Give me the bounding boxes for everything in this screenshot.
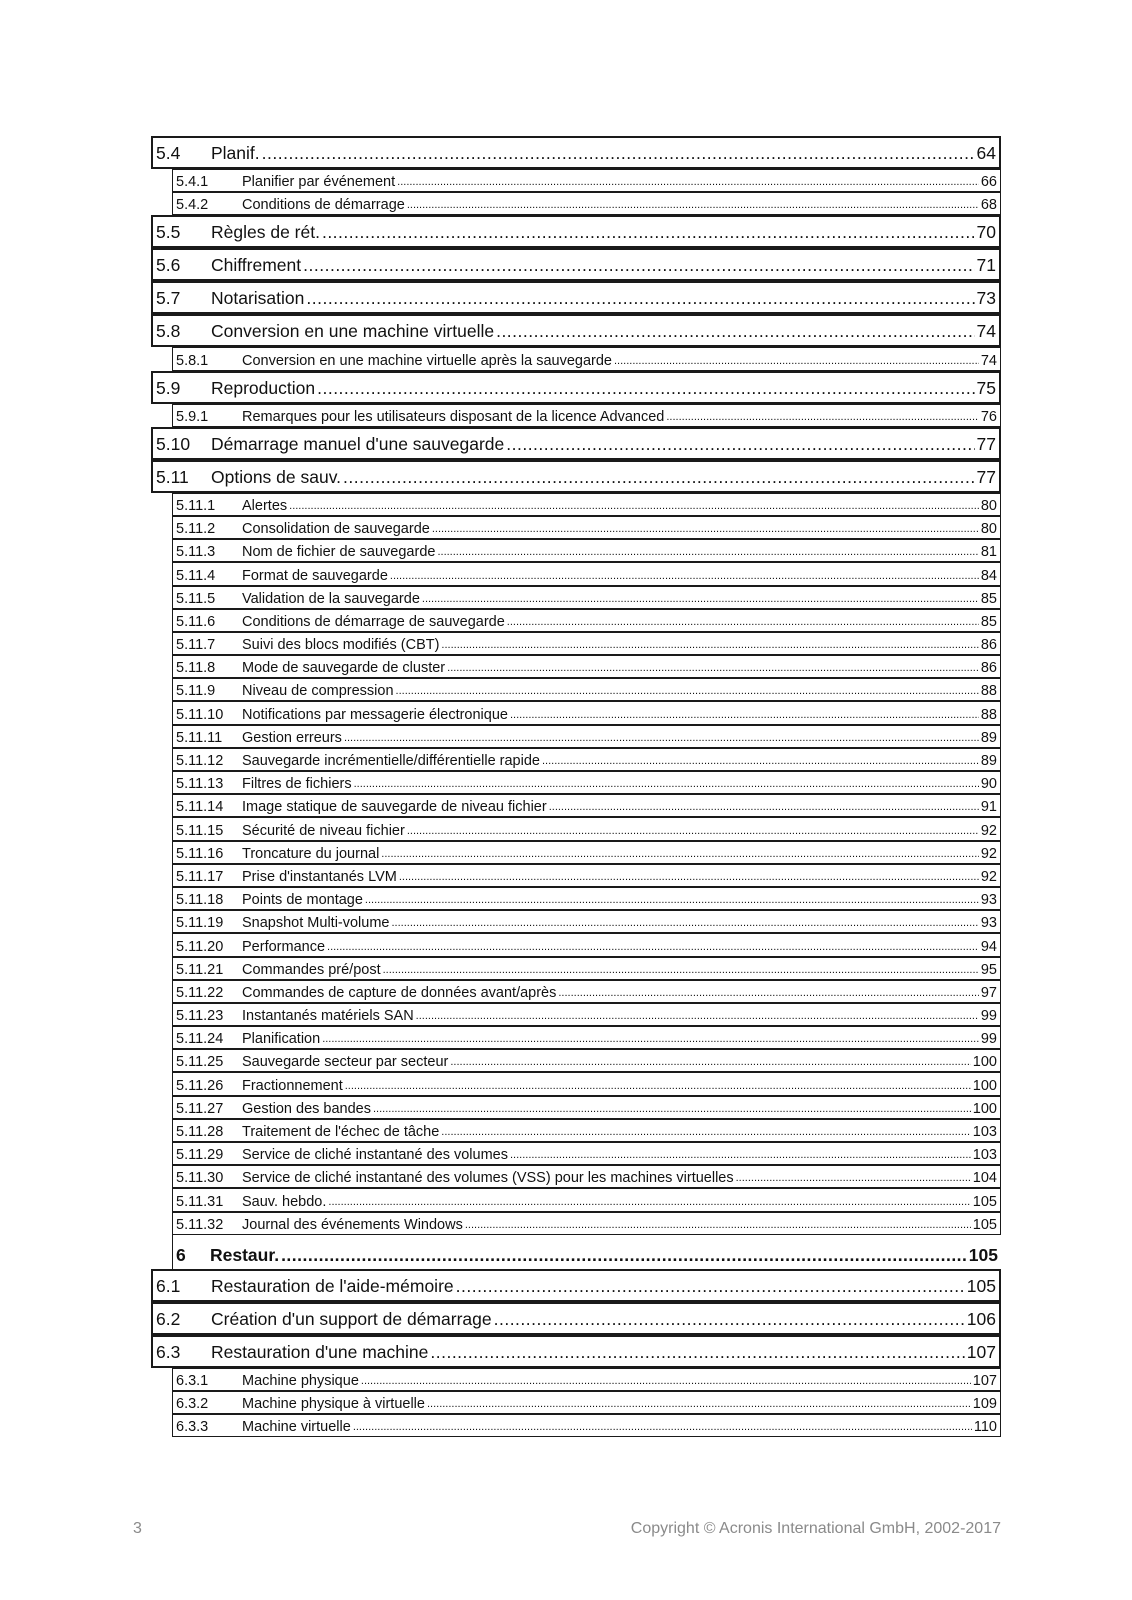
toc-entry-title: Remarques pour les utilisateurs disposant de la licence Advanced [242, 408, 665, 425]
toc-entry-5-8[interactable] [151, 314, 1001, 347]
toc-entry-title: Planifier par événement [242, 174, 396, 191]
dot-leader [322, 1033, 979, 1047]
toc-entry-page: 93 [980, 915, 997, 932]
toc-entry-page: 73 [976, 288, 996, 309]
toc-entry-page: 89 [980, 729, 997, 746]
toc-entry-5-11-29[interactable] [172, 1142, 1001, 1165]
toc-entry-5-4-1[interactable] [172, 169, 1001, 192]
toc-entry-page: 105 [972, 1216, 997, 1233]
dot-leader [345, 1080, 971, 1094]
dot-leader [343, 467, 975, 488]
toc-entry-title: Image statique de sauvegarde de niveau fichier [242, 799, 547, 816]
toc-entry-page: 77 [976, 466, 996, 487]
toc-entry-number: 5.5 [156, 222, 181, 243]
toc-entry-title: Filtres de fichiers [242, 776, 352, 793]
toc-entry-5-11-6[interactable] [172, 609, 1001, 632]
toc-entry-page: 100 [972, 1100, 997, 1117]
toc-entry-number: 5.11.15 [176, 822, 224, 839]
dot-leader [328, 1196, 970, 1210]
toc-entry-title: Fractionnement [242, 1077, 343, 1094]
toc-entry-5-11-11[interactable] [172, 725, 1001, 748]
toc-entry-title: Planification [242, 1031, 321, 1048]
dot-leader [381, 848, 979, 862]
toc-entry-number: 5.11.19 [176, 915, 224, 932]
toc-entry-page: 110 [973, 1419, 997, 1436]
toc-entry-number: 5.11.11 [176, 729, 223, 746]
toc-entry-number: 5.4.1 [176, 174, 209, 191]
toc-entry-title: Conversion en une machine virtuelle [211, 321, 495, 342]
toc-entry-page: 106 [966, 1308, 996, 1329]
toc-entry-5-11-10[interactable] [172, 701, 1001, 724]
toc-entry-title: Suivi des blocs modifiés (CBT) [242, 637, 440, 654]
toc-entry-number: 5.11.30 [176, 1170, 224, 1187]
toc-entry-page: 77 [976, 433, 996, 454]
toc-entry-5-11-4[interactable] [172, 562, 1001, 585]
toc-entry-5-11-17[interactable] [172, 864, 1001, 887]
toc-entry-number: 5.11.17 [176, 868, 224, 885]
toc-entry-page: 75 [976, 377, 996, 398]
toc-entry-page: 85 [980, 590, 997, 607]
toc-entry-number: 5.11.26 [176, 1077, 224, 1094]
toc-entry-page: 64 [976, 143, 996, 163]
toc-entry-number: 6.2 [156, 1308, 181, 1329]
toc-entry-number: 5.11.27 [176, 1100, 224, 1117]
dot-leader [549, 801, 979, 815]
dot-leader [510, 1149, 971, 1163]
toc-entry-number: 5.11.25 [176, 1054, 224, 1071]
toc-entry-5-11-25[interactable] [172, 1049, 1001, 1072]
toc-entry-number: 5.11.2 [176, 521, 216, 538]
toc-entry-5-11-19[interactable] [172, 910, 1001, 933]
toc-entry-title: Sauv. hebdo. [242, 1193, 327, 1210]
toc-entry-page: 97 [980, 984, 997, 1001]
toc-entry-title: Service de cliché instantané des volumes (VSS) pour les machines virtuelles [242, 1170, 734, 1187]
toc-entry-6-3-3[interactable] [172, 1414, 1001, 1437]
toc-entry-title: Validation de la sauvegarde [242, 590, 420, 607]
toc-entry-5-6[interactable] [151, 248, 1001, 281]
dot-leader [494, 1309, 965, 1330]
toc-entry-page: 105 [966, 1275, 996, 1296]
toc-entry-number: 5.4 [156, 143, 181, 163]
toc-entry-number: 5.9 [156, 377, 181, 398]
dot-leader [416, 1010, 979, 1024]
toc-entry-title: Troncature du journal [242, 845, 380, 862]
toc-entry-5-11[interactable] [151, 460, 1001, 493]
toc-entry-5-11-26[interactable] [172, 1072, 1001, 1095]
toc-entry-page: 80 [980, 521, 997, 538]
toc-entry-6-2[interactable] [151, 1302, 1001, 1335]
toc-entry-number: 5.11.8 [176, 660, 216, 677]
toc-entry-5-9[interactable] [151, 371, 1001, 404]
toc-entry-page: 90 [980, 776, 997, 793]
toc-entry-page: 76 [980, 408, 997, 425]
toc-entry-number: 5.11.3 [176, 544, 216, 561]
toc-entry-number: 5.11.7 [176, 637, 216, 654]
toc-entry-number: 5.4.2 [176, 197, 209, 214]
toc-entry-page: 109 [972, 1396, 997, 1413]
dot-leader [344, 732, 979, 746]
toc-entry-title: Gestion erreurs [242, 729, 342, 746]
toc-entry-title: Notarisation [211, 288, 305, 309]
toc-entry-number: 5.11.29 [176, 1147, 224, 1164]
toc-entry-page: 74 [976, 321, 996, 342]
toc-entry-page: 107 [966, 1341, 996, 1362]
toc-entry-title: Machine physique à virtuelle [242, 1396, 425, 1413]
toc-entry-number: 5.11 [156, 466, 189, 487]
toc-entry-page: 81 [980, 544, 997, 561]
toc-entry-number: 5.11.12 [176, 753, 224, 769]
toc-entry-5-11-21[interactable] [172, 957, 1001, 980]
dot-leader [396, 685, 979, 699]
dot-leader [450, 1056, 970, 1070]
toc-entry-6-3-1[interactable] [172, 1368, 1001, 1391]
toc-entry-5-11-5[interactable] [172, 586, 1001, 609]
dot-leader [465, 1219, 971, 1233]
dot-leader [354, 778, 979, 792]
toc-entry-5-11-22[interactable] [172, 980, 1001, 1003]
toc-entry-number: 5.11.32 [176, 1216, 224, 1233]
toc-entry-number: 5.11.13 [176, 776, 224, 793]
toc-entry-title: Conditions de démarrage de sauvegarde [242, 613, 505, 630]
dot-leader [397, 176, 979, 190]
toc-entry-title: Nom de fichier de sauvegarde [242, 544, 436, 561]
dot-leader [441, 639, 978, 653]
toc-entry-5-11-1[interactable] [172, 493, 1001, 516]
toc-entry-5-11-2[interactable] [172, 516, 1001, 539]
toc-entry-title: Service de cliché instantané des volumes [242, 1147, 508, 1164]
toc-entry-title: Notifications par messagerie électronique [242, 706, 508, 723]
toc-entry-number: 6.1 [156, 1275, 181, 1296]
toc-entry-page: 88 [980, 683, 997, 700]
toc-entry-number: 5.11.16 [176, 845, 224, 862]
toc-entry-title: Journal des événements Windows [242, 1216, 463, 1233]
toc-entry-5-9-1[interactable] [172, 404, 1001, 427]
toc-entry-page: 105 [972, 1193, 997, 1210]
toc-entry-number: 5.11.24 [176, 1031, 224, 1048]
toc-entry-title: Traitement de l'échec de tâche [242, 1124, 440, 1140]
dot-leader [510, 709, 979, 723]
toc-entry-page: 99 [980, 1008, 997, 1025]
toc-entry-5-11-18[interactable] [172, 887, 1001, 910]
dot-leader [422, 593, 979, 607]
toc-entry-5-11-14[interactable] [172, 794, 1001, 817]
toc-entry-title: Options de sauv. [211, 466, 342, 487]
dot-leader [365, 894, 979, 908]
dot-leader [614, 355, 979, 369]
toc-entry-number: 6.3.3 [176, 1419, 209, 1436]
footer-page-number: 3 [133, 1520, 142, 1537]
toc-entry-5-10[interactable] [151, 427, 1001, 460]
dot-leader [507, 616, 979, 630]
toc-entry-number: 6.3.1 [176, 1372, 209, 1389]
toc-entry-number: 5.11.14 [176, 799, 224, 816]
toc-entry-number: 6.3 [156, 1341, 181, 1362]
dot-leader [322, 222, 975, 243]
toc-entry-number: 5.11.6 [176, 613, 216, 630]
dot-leader [289, 500, 979, 514]
toc-entry-6[interactable] [172, 1235, 1001, 1269]
toc-entry-page: 84 [980, 567, 997, 584]
toc-entry-page: 86 [980, 637, 997, 654]
toc-entry-title: Conditions de démarrage [242, 197, 405, 214]
toc-entry-page: 95 [980, 961, 997, 978]
dot-leader [383, 964, 979, 978]
dot-leader [306, 288, 974, 309]
toc-entry-page: 71 [976, 255, 996, 276]
toc-entry-number: 5.9.1 [176, 408, 209, 425]
toc-entry-title: Mode de sauvegarde de cluster [242, 660, 446, 677]
toc-entry-title: Conversion en une machine virtuelle après la sauvegarde [242, 352, 612, 369]
toc-entry-page: 107 [972, 1372, 997, 1389]
toc-entry-number: 5.11.10 [176, 706, 224, 723]
toc-entry-title: Points de montage [242, 892, 363, 909]
toc-entry-5-11-24[interactable] [172, 1026, 1001, 1049]
toc-entry-number: 5.11.31 [176, 1193, 224, 1210]
dot-leader [407, 199, 979, 213]
toc-entry-5-11-27[interactable] [172, 1096, 1001, 1119]
toc-entry-6-3[interactable] [151, 1335, 1001, 1368]
toc-entry-5-11-8[interactable] [172, 655, 1001, 678]
toc-entry-5-11-20[interactable] [172, 933, 1001, 956]
toc-entry-5-4[interactable] [151, 136, 1001, 169]
toc-entry-page: 92 [980, 868, 997, 885]
dot-leader [666, 411, 979, 425]
dot-leader [327, 941, 979, 955]
toc-entry-number: 5.11.1 [176, 497, 216, 514]
toc-entry-number: 5.11.9 [176, 683, 216, 700]
toc-entry-page: 103 [972, 1124, 997, 1140]
toc-entry-5-11-12[interactable] [172, 748, 1001, 771]
toc-entry-title: Règles de rét. [211, 222, 320, 243]
dot-leader [441, 1126, 971, 1140]
dot-leader [361, 1375, 971, 1389]
dot-leader [317, 378, 974, 399]
toc-entry-page: 104 [972, 1170, 997, 1187]
toc-entry-number: 5.11.23 [176, 1008, 224, 1025]
toc-entry-title: Machine virtuelle [242, 1419, 351, 1436]
toc-entry-title: Snapshot Multi-volume [242, 915, 390, 932]
toc-entry-page: 103 [972, 1147, 997, 1164]
dot-leader [407, 825, 979, 839]
toc-entry-page: 68 [980, 197, 997, 214]
toc-entry-number: 5.11.4 [176, 567, 216, 584]
toc-entry-number: 5.11.28 [176, 1124, 224, 1140]
toc-entry-5-11-30[interactable] [172, 1165, 1001, 1188]
toc-entry-title: Création d'un support de démarrage [211, 1308, 492, 1329]
footer-copyright: Copyright © Acronis International GmbH, 2002-2017 [630, 1520, 1001, 1537]
dot-leader [432, 523, 979, 537]
toc-entry-page: 100 [972, 1077, 997, 1094]
dot-leader [542, 755, 979, 769]
toc-entry-title: Sauvegarde secteur par secteur [242, 1054, 449, 1071]
toc-entry-page: 100 [972, 1054, 997, 1071]
table-of-contents [151, 136, 1001, 1437]
toc-entry-title: Alertes [242, 497, 288, 514]
toc-entry-5-11-9[interactable] [172, 678, 1001, 701]
toc-entry-title: Sécurité de niveau fichier [242, 822, 405, 839]
toc-entry-5-11-23[interactable] [172, 1003, 1001, 1026]
dot-leader [392, 917, 979, 931]
toc-entry-title: Commandes pré/post [242, 961, 381, 978]
toc-entry-5-8-1[interactable] [172, 347, 1001, 370]
toc-entry-title: Planif. [211, 143, 260, 163]
toc-entry-page: 93 [980, 892, 997, 909]
toc-entry-number: 5.11.18 [176, 892, 224, 909]
toc-entry-title: Format de sauvegarde [242, 567, 388, 584]
toc-entry-title: Restauration d'une machine [211, 1341, 429, 1362]
toc-entry-5-7[interactable] [151, 281, 1001, 314]
toc-entry-5-11-16[interactable] [172, 841, 1001, 864]
toc-entry-page: 91 [980, 799, 997, 816]
toc-entry-title: Gestion des bandes [242, 1100, 371, 1117]
dot-leader [496, 321, 974, 342]
toc-entry-page: 89 [980, 753, 997, 769]
toc-entry-title: Machine physique [242, 1372, 359, 1389]
dot-leader [399, 871, 979, 885]
dot-leader [390, 570, 979, 584]
toc-entry-5-4-2[interactable] [172, 192, 1001, 215]
toc-entry-page: 70 [976, 222, 996, 243]
toc-entry-title: Chiffrement [211, 255, 302, 276]
dot-leader [506, 434, 974, 455]
toc-entry-number: 5.11.20 [176, 938, 224, 955]
toc-entry-title: Reproduction [211, 377, 316, 398]
dot-leader [427, 1398, 971, 1412]
toc-entry-page: 105 [968, 1244, 998, 1265]
toc-entry-title: Sauvegarde incrémentielle/différentielle rapide [242, 753, 540, 769]
dot-leader [437, 546, 978, 560]
toc-entry-5-11-13[interactable] [172, 771, 1001, 794]
dot-leader [447, 662, 979, 676]
toc-entry-5-11-15[interactable] [172, 817, 1001, 840]
toc-entry-title: Restaur. [210, 1244, 280, 1265]
toc-entry-page: 99 [980, 1031, 997, 1048]
toc-entry-5-11-7[interactable] [172, 632, 1001, 655]
toc-entry-title: Restauration de l'aide-mémoire [211, 1275, 454, 1296]
dot-leader [430, 1342, 964, 1363]
toc-entry-6-1[interactable] [151, 1269, 1001, 1302]
dot-leader [558, 987, 978, 1001]
dot-leader [373, 1103, 971, 1117]
toc-entry-page: 86 [980, 660, 997, 677]
toc-entry-page: 74 [980, 352, 997, 369]
toc-entry-number: 5.6 [156, 255, 181, 276]
toc-entry-page: 88 [980, 706, 997, 723]
dot-leader [456, 1276, 965, 1297]
toc-entry-title: Performance [242, 938, 326, 955]
dot-leader [736, 1172, 971, 1186]
toc-entry-page: 80 [980, 497, 997, 514]
toc-entry-page: 85 [980, 613, 997, 630]
toc-entry-5-11-32[interactable] [172, 1212, 1001, 1235]
toc-entry-number: 5.8.1 [176, 352, 209, 369]
toc-entry-title: Consolidation de sauvegarde [242, 521, 430, 538]
dot-leader [303, 255, 974, 276]
toc-entry-number: 5.10 [156, 433, 191, 454]
toc-entry-number: 5.11.21 [176, 961, 224, 978]
toc-entry-page: 94 [980, 938, 997, 955]
toc-entry-number: 6 [176, 1244, 186, 1265]
toc-entry-page: 66 [980, 174, 997, 191]
toc-entry-6-3-2[interactable] [172, 1391, 1001, 1414]
toc-entry-number: 5.8 [156, 321, 181, 342]
toc-entry-5-11-3[interactable] [172, 539, 1001, 562]
toc-entry-number: 5.7 [156, 288, 181, 309]
toc-entry-title: Niveau de compression [242, 683, 394, 700]
toc-entry-title: Démarrage manuel d'une sauvegarde [211, 433, 505, 454]
toc-entry-title: Commandes de capture de données avant/après [242, 984, 557, 1001]
toc-entry-page: 92 [980, 822, 997, 839]
toc-entry-5-5[interactable] [151, 215, 1001, 248]
toc-entry-5-11-28[interactable] [172, 1119, 1001, 1142]
dot-leader [262, 143, 975, 164]
dot-leader [281, 1245, 967, 1266]
toc-entry-title: Prise d'instantanés LVM [242, 868, 397, 885]
dot-leader [353, 1421, 972, 1435]
toc-entry-number: 6.3.2 [176, 1396, 209, 1413]
toc-entry-number: 5.11.22 [176, 984, 224, 1001]
toc-entry-title: Instantanés matériels SAN [242, 1008, 414, 1025]
toc-entry-5-11-31[interactable] [172, 1188, 1001, 1211]
toc-entry-number: 5.11.5 [176, 590, 216, 607]
toc-entry-page: 92 [980, 845, 997, 862]
